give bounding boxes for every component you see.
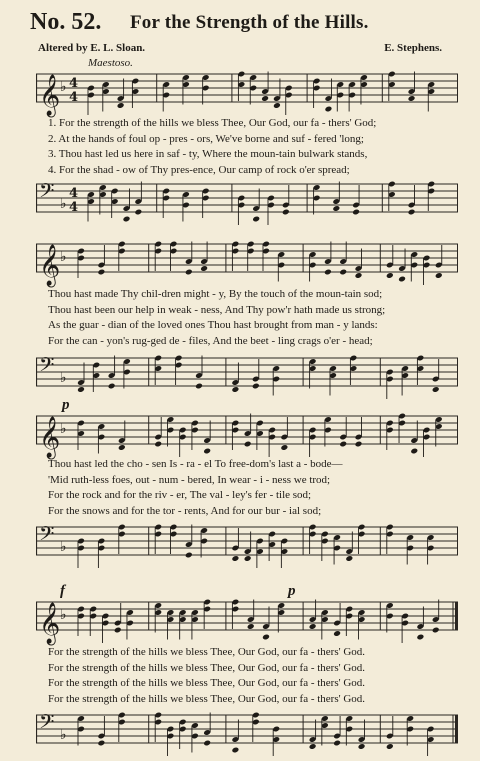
note-head	[231, 386, 239, 393]
composer-credit: E. Stephens.	[384, 42, 442, 54]
treble-clef-icon: 𝄞	[39, 417, 61, 458]
lyric-verse-3: For the strength of the hills we bless Thee, Our God, our fa - thers' God.	[48, 677, 366, 689]
note-head	[386, 743, 394, 750]
time-signature-icon: 4	[69, 90, 79, 105]
note-head	[339, 269, 347, 276]
bass-clef-icon: 𝄢	[39, 522, 55, 550]
flat-icon: ♭	[60, 196, 67, 212]
note-head	[432, 386, 440, 393]
bass-clef-icon: 𝄢	[39, 710, 55, 738]
dynamic-piano: p	[62, 397, 70, 413]
note-head	[231, 555, 239, 562]
treble-staff-2	[36, 236, 458, 288]
flat-icon: ♭	[60, 539, 67, 555]
flat-icon: ♭	[60, 370, 67, 386]
note-head	[123, 216, 131, 223]
lyric-verse-2: 2. At the hands of foul op - pres - ors, We've borne and suf - fered 'long;	[48, 132, 364, 145]
note-head	[77, 386, 85, 393]
flat-icon: ♭	[60, 421, 67, 437]
flat-icon: ♭	[60, 249, 67, 265]
treble-staff-1	[36, 66, 458, 118]
bass-staff-3	[36, 519, 458, 571]
bass-staff-2	[36, 350, 458, 402]
flat-icon: ♭	[60, 727, 67, 743]
lyricist-credit: Altered by E. L. Sloan.	[38, 42, 146, 54]
note-head	[244, 555, 252, 562]
note-head	[200, 265, 208, 272]
note-head	[339, 441, 347, 448]
time-signature-icon: 4	[69, 186, 79, 201]
lyric-verse-3: For the rock and for the riv - er, The val - ley's fer - tile sod;	[48, 489, 312, 501]
note-head	[408, 209, 416, 216]
note-head	[325, 106, 333, 113]
note-head	[195, 383, 203, 390]
note-head	[185, 552, 193, 559]
note-head	[97, 269, 105, 276]
note-head	[416, 634, 424, 641]
lyric-verse-1: For the strength of the hills we bless Thee, Our God, our fa - thers' God.	[48, 646, 366, 658]
note-head	[262, 634, 270, 641]
dynamic-forte: f	[60, 583, 65, 599]
note-head	[154, 441, 162, 448]
note-head	[332, 205, 340, 212]
lyric-verse-1: 1. For the strength of the hills we bless Thee, Our God, our fa - thers' God;	[48, 117, 377, 129]
note-head	[432, 627, 440, 634]
note-head	[252, 383, 260, 390]
lyrics-block-1	[48, 116, 460, 178]
note-head	[261, 95, 269, 102]
note-head	[324, 269, 332, 276]
note-head	[117, 102, 125, 109]
note-head	[282, 209, 290, 216]
treble-clef-icon: 𝄞	[39, 75, 61, 116]
time-signature-icon: 4	[69, 200, 79, 215]
flat-icon: ♭	[60, 79, 67, 95]
lyric-verse-2: 'Mid ruth-less foes, out - num - bered, In wear - i - ness we trod;	[48, 473, 331, 486]
lyric-verse-1: Thou hast led the cho - sen Is - ra - el To free-dom's last a - bode—	[48, 458, 343, 470]
lyric-verse-1: Thou hast made Thy chil-dren might - y, By the touch of the moun-tain sod;	[48, 288, 383, 300]
tempo-marking: Maestoso.	[88, 57, 133, 69]
treble-staff-3	[36, 408, 458, 460]
lyric-verse-4: 4. For the shad - ow of Thy pres-ence, Our camp of rock o'er spread;	[48, 163, 350, 176]
note-head	[352, 209, 360, 216]
bass-clef-icon: 𝄢	[39, 179, 55, 207]
bass-clef-icon: 𝄢	[39, 353, 55, 381]
lyric-verse-2: For the strength of the hills we bless Thee, Our God, our fa - thers' God.	[48, 661, 366, 674]
note-head	[398, 276, 406, 283]
note-head	[333, 630, 341, 637]
dynamic-piano: p	[288, 583, 296, 599]
treble-clef-icon: 𝄞	[39, 603, 61, 644]
flat-icon: ♭	[60, 607, 67, 623]
lyrics-block-2	[48, 287, 460, 349]
note-head	[309, 623, 317, 630]
hymn-title: For the Strength of the Hills.	[130, 12, 369, 33]
note-head	[97, 740, 105, 747]
lyric-verse-2: Thou hast been our help in weak - ness, And Thy pow'r hath made us strong;	[48, 303, 386, 316]
lyric-verse-4: For the can - yon's rug-ged de - files, And the beet - ling crags o'er - head;	[48, 334, 373, 347]
note-head	[358, 743, 366, 750]
note-head	[252, 216, 260, 223]
page-header	[0, 0, 480, 60]
note-head	[410, 448, 418, 455]
note-head	[309, 743, 317, 750]
note-head	[345, 555, 353, 562]
bass-staff-4	[36, 707, 458, 759]
note-head	[355, 441, 363, 448]
treble-staff-4	[36, 594, 458, 646]
lyric-verse-4: For the strength of the hills we bless Thee, Our God, our fa - thers' God.	[48, 692, 366, 705]
note-head	[231, 747, 239, 754]
bass-staff-1	[36, 176, 458, 228]
note-head	[435, 272, 443, 279]
note-head	[203, 448, 211, 455]
note-head	[134, 209, 142, 216]
lyric-verse-3: As the guar - dian of the loved ones Thou hast brought from man - y lands:	[48, 319, 378, 331]
note-head	[108, 383, 116, 390]
note-head	[244, 441, 252, 448]
note-head	[333, 740, 341, 747]
note-head	[185, 269, 193, 276]
note-head	[355, 272, 363, 279]
lyrics-block-3	[48, 457, 460, 519]
note-head	[247, 623, 255, 630]
lyric-verse-4: For the snows and for the tor - rents, And for our bur - ial sod;	[48, 504, 322, 517]
note-head	[280, 444, 288, 451]
note-head	[408, 95, 416, 102]
hymn-number: No. 52.	[30, 9, 102, 35]
note-head	[273, 102, 281, 109]
note-head	[114, 627, 122, 634]
lyric-verse-3: 3. Thou hast led us here in saf - ty, Where the moun-tain bulwark stands,	[48, 148, 368, 160]
note-head	[118, 444, 126, 451]
note-head	[386, 272, 394, 279]
note-head	[203, 740, 211, 747]
treble-clef-icon: 𝄞	[39, 245, 61, 286]
time-signature-icon: 4	[69, 76, 79, 91]
lyrics-block-4	[48, 645, 460, 707]
